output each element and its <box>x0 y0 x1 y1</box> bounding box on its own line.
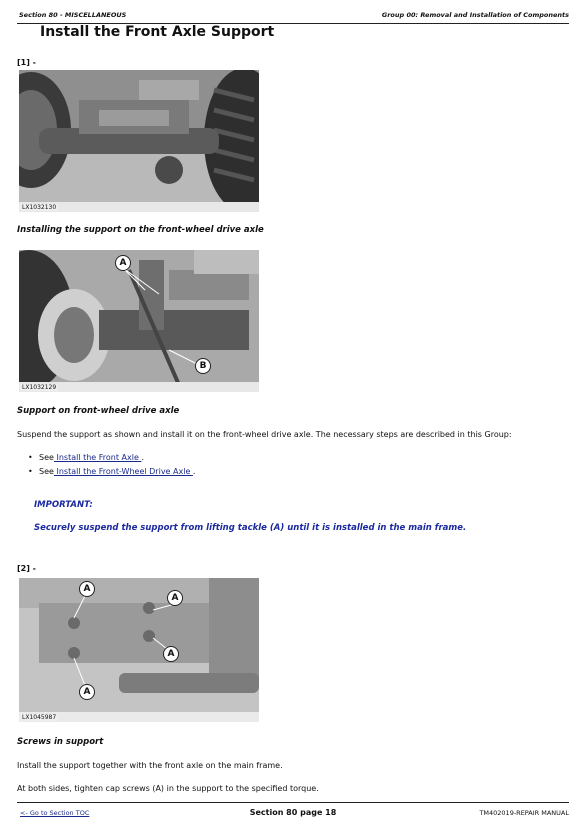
figure-photo-2 <box>19 250 259 392</box>
page-footer <box>17 802 569 823</box>
figure-code: LX1045987 <box>22 714 57 721</box>
instruction-text: Suspend the support as shown and install it on the front-wheel drive axle. The necessary steps are described in this Group: <box>17 430 512 439</box>
list-item: • See Install the Front Axle . <box>26 451 195 465</box>
step-1-label: [1] - <box>17 58 36 67</box>
page-number: Section 80 page 18 <box>249 808 337 817</box>
section-toc-link[interactable]: <- Go to Section TOC <box>20 809 90 817</box>
manual-id: TM402019-REPAIR MANUAL <box>479 809 569 817</box>
figure-photo-1 <box>19 70 259 212</box>
figure-caption-2: Support on front-wheel drive axle <box>17 406 180 416</box>
page-title: Install the Front Axle Support <box>40 24 275 40</box>
instruction-text: Install the support together with the front axle on the main frame. <box>17 761 283 770</box>
callout-a: A <box>115 255 131 271</box>
group-label: Group 00: Removal and Installation of Components <box>381 11 569 19</box>
important-text: Securely suspend the support from lifting tackle (A) until it is installed in the main frame. <box>34 523 467 533</box>
figure-caption-3: Screws in support <box>17 737 104 747</box>
figure-caption-1: Installing the support on the front-wheel drive axle <box>17 225 264 235</box>
figure-photo-3 <box>19 578 259 722</box>
callout-a: A <box>79 684 95 700</box>
figure-code: LX1032130 <box>22 204 57 211</box>
page-header <box>17 9 569 24</box>
important-heading: IMPORTANT: <box>34 500 93 510</box>
instruction-text: At both sides, tighten cap screws (A) in the support to the specified torque. <box>17 784 319 793</box>
list-item: • See Install the Front-Wheel Drive Axle . <box>26 465 195 479</box>
figure-code: LX1032129 <box>22 384 57 391</box>
callout-b: B <box>195 358 211 374</box>
callout-a: A <box>79 581 95 597</box>
callout-a: A <box>163 646 179 662</box>
install-front-axle-link[interactable]: Install the Front Axle <box>53 453 142 462</box>
reference-list <box>26 451 195 479</box>
install-front-wheel-drive-axle-link[interactable]: Install the Front-Wheel Drive Axle <box>53 467 193 476</box>
section-label: Section 80 - MISCELLANEOUS <box>19 11 127 19</box>
callout-a: A <box>167 590 183 606</box>
step-2-label: [2] - <box>17 564 36 573</box>
